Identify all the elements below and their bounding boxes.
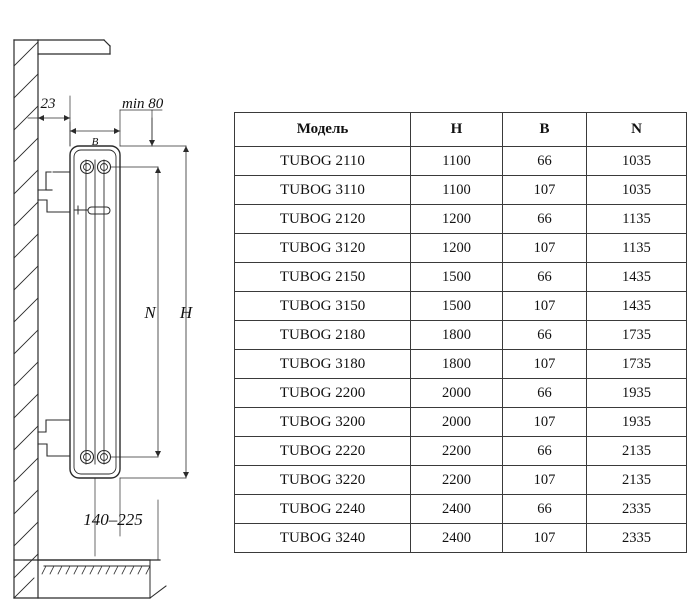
cell-h: 1200	[411, 205, 503, 234]
cell-model: TUBOG 2180	[235, 321, 411, 350]
cell-model: TUBOG 3110	[235, 176, 411, 205]
cell-h: 1500	[411, 263, 503, 292]
table-row	[235, 292, 687, 321]
cell-model: TUBOG 3200	[235, 408, 411, 437]
cell-n: 1435	[587, 263, 687, 292]
cell-n: 1735	[587, 321, 687, 350]
cell-b: 107	[503, 176, 587, 205]
dim-min-clearance-label: min 80	[122, 96, 164, 112]
cell-model: TUBOG 3220	[235, 466, 411, 495]
cell-b: 66	[503, 321, 587, 350]
dim-depth-label: B	[91, 136, 99, 148]
table-row	[235, 147, 687, 176]
cell-model: TUBOG 3180	[235, 350, 411, 379]
cell-n: 2335	[587, 495, 687, 524]
cell-h: 1100	[411, 147, 503, 176]
column-header-model: Модель	[235, 113, 411, 147]
cell-h: 2000	[411, 379, 503, 408]
table-header-row	[235, 113, 687, 147]
cell-h: 1200	[411, 234, 503, 263]
cell-h: 1100	[411, 176, 503, 205]
cell-n: 2135	[587, 437, 687, 466]
table-row	[235, 234, 687, 263]
cell-b: 107	[503, 408, 587, 437]
cell-model: TUBOG 2220	[235, 437, 411, 466]
cell-n: 2335	[587, 524, 687, 553]
table-row	[235, 321, 687, 350]
cell-model: TUBOG 2200	[235, 379, 411, 408]
cell-b: 107	[503, 524, 587, 553]
column-header-n: N	[587, 113, 687, 147]
cell-model: TUBOG 2240	[235, 495, 411, 524]
cell-model: TUBOG 3240	[235, 524, 411, 553]
table-row	[235, 350, 687, 379]
cell-b: 66	[503, 379, 587, 408]
cell-h: 2400	[411, 524, 503, 553]
table-row	[235, 437, 687, 466]
cell-b: 107	[503, 466, 587, 495]
cell-model: TUBOG 2150	[235, 263, 411, 292]
radiator-wall-mount-drawing	[0, 0, 240, 613]
cell-n: 1135	[587, 205, 687, 234]
cell-h: 1500	[411, 292, 503, 321]
dim-offset-label: 23	[40, 96, 56, 112]
cell-n: 1035	[587, 147, 687, 176]
cell-h: 1800	[411, 350, 503, 379]
cell-h: 2000	[411, 408, 503, 437]
cell-n: 1935	[587, 408, 687, 437]
cell-n: 1135	[587, 234, 687, 263]
cell-model: TUBOG 3120	[235, 234, 411, 263]
cell-h: 2200	[411, 466, 503, 495]
cell-b: 66	[503, 205, 587, 234]
table-row	[235, 466, 687, 495]
table-row	[235, 408, 687, 437]
cell-b: 66	[503, 495, 587, 524]
cell-n: 1435	[587, 292, 687, 321]
radiator-models-table-wrap	[234, 112, 686, 553]
dim-height-center-label: N	[144, 303, 156, 322]
cell-h: 2200	[411, 437, 503, 466]
column-header-h: H	[411, 113, 503, 147]
dim-height-total-label: H	[179, 303, 193, 322]
table-row	[235, 495, 687, 524]
cell-b: 66	[503, 147, 587, 176]
cell-model: TUBOG 2120	[235, 205, 411, 234]
cell-n: 1035	[587, 176, 687, 205]
table-row	[235, 205, 687, 234]
cell-model: TUBOG 2110	[235, 147, 411, 176]
radiator-models-table	[234, 112, 687, 553]
cell-b: 107	[503, 292, 587, 321]
cell-b: 66	[503, 437, 587, 466]
cell-b: 107	[503, 234, 587, 263]
cell-model: TUBOG 3150	[235, 292, 411, 321]
cell-b: 107	[503, 350, 587, 379]
dim-floor-range-label: 140–225	[83, 510, 143, 529]
cell-b: 66	[503, 263, 587, 292]
table-row	[235, 263, 687, 292]
cell-n: 2135	[587, 466, 687, 495]
cell-n: 1935	[587, 379, 687, 408]
table-row	[235, 524, 687, 553]
cell-h: 1800	[411, 321, 503, 350]
table-row	[235, 379, 687, 408]
cell-h: 2400	[411, 495, 503, 524]
cell-n: 1735	[587, 350, 687, 379]
table-row	[235, 176, 687, 205]
column-header-b: B	[503, 113, 587, 147]
